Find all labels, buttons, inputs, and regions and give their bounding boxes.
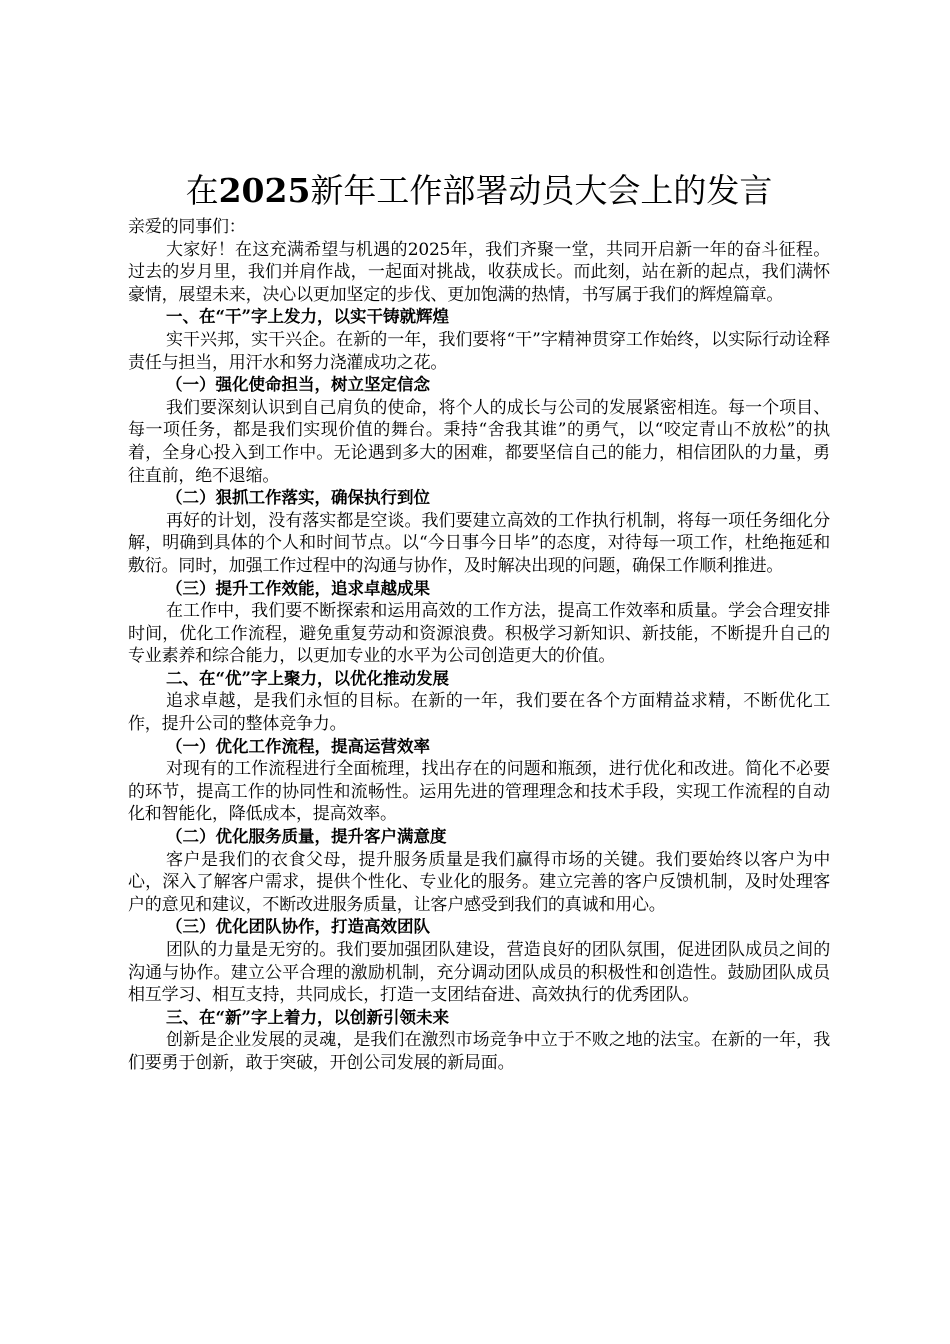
title-year: 2025 xyxy=(218,171,311,210)
section-1-sub-2-heading: （二）狠抓工作落实，确保执行到位 xyxy=(166,488,430,508)
section-2-sub-2-text: 客户是我们的衣食父母，提升服务质量是我们赢得市场的关键。我们要始终以客户为中心，深入了解客户需求，提供个性化、专业化的服务。建立完善的客户反馈机制，及时处理客户的意见和建议，不断改进服务质量，让客户感受到我们的真诚和用心。 xyxy=(128,849,830,915)
section-2-sub-1-heading: （一）优化工作流程，提高运营效率 xyxy=(166,736,430,756)
section-3-heading: 三、在“新”字上着力，以创新引领未来 xyxy=(166,1007,449,1027)
section-1-sub-3-text: 在工作中，我们要不断探索和运用高效的工作方法，提高工作效率和质量。学会合理安排时间，优化工作流程，避免重复劳动和资源浪费。积极学习新知识、新技能，不断提升自己的专业素养和综合能力，以更加专业的水平为公司创造更大的价值。 xyxy=(128,601,830,667)
section-1-heading: 一、在“干”字上发力，以实干铸就辉煌 xyxy=(166,307,449,327)
title-prefix: 在 xyxy=(185,171,219,210)
section-2-sub-3-heading: （三）优化团队协作，打造高效团队 xyxy=(166,917,430,937)
section-2-heading: 二、在“优”字上聚力，以优化推动发展 xyxy=(166,668,449,688)
section-2-sub-1-text: 对现有的工作流程进行全面梳理，找出存在的问题和瓶颈，进行优化和改进。简化不必要的环节，提高工作的协同性和流畅性。运用先进的管理理念和技术手段，实现工作流程的自动化和智能化，降低成本，提高效率。 xyxy=(128,759,830,825)
document-title xyxy=(128,168,830,214)
section-3-text: 创新是企业发展的灵魂，是我们在激烈市场竞争中立于不败之地的法宝。在新的一年，我们要勇于创新，敢于突破，开创公司发展的新局面。 xyxy=(128,1030,830,1073)
section-1-sub-2-text: 再好的计划，没有落实都是空谈。我们要建立高效的工作执行机制，将每一项任务细化分解，明确到具体的个人和时间节点。以“今日事今日毕”的态度，对待每一项工作，杜绝拖延和敷衍。同时，加强工作过程中的沟通与协作，及时解决出现的问题，确保工作顺利推进。 xyxy=(128,510,830,576)
section-1-sub-1-heading: （一）强化使命担当，树立坚定信念 xyxy=(166,375,430,395)
section-1-sub-1-text: 我们要深刻认识到自己肩负的使命，将个人的成长与公司的发展紧密相连。每一个项目、每一项任务，都是我们实现价值的舞台。秉持“舍我其谁”的勇气，以“咬定青山不放松”的执着，全身心投入到工作中。无论遇到多大的困难，都要坚信自己的能力，相信团队的力量，勇往直前，绝不退缩。 xyxy=(128,397,830,486)
salutation: 亲爱的同事们： xyxy=(128,217,246,237)
intro-paragraph: 大家好！在这充满希望与机遇的2025年，我们齐聚一堂，共同开启新一年的奋斗征程。过去的岁月里，我们并肩作战，一起面对挑战，收获成长。而此刻，站在新的起点，我们满怀豪情，展望未来，决心以更加坚定的步伐、更加饱满的热情，书写属于我们的辉煌篇章。 xyxy=(128,239,830,305)
section-2-sub-3-text: 团队的力量是无穷的。我们要加强团队建设，营造良好的团队氛围，促进团队成员之间的沟通与协作。建立公平合理的激励机制，充分调动团队成员的积极性和创造性。鼓励团队成员相互学习、相互支持，共同成长，打造一支团结奋进、高效执行的优秀团队。 xyxy=(128,940,830,1006)
document-page xyxy=(128,168,830,1075)
section-2-sub-2-heading: （二）优化服务质量，提升客户满意度 xyxy=(166,827,447,847)
section-1-text: 实干兴邦，实干兴企。在新的一年，我们要将“干”字精神贯穿工作始终，以实际行动诠释责任与担当，用汗水和努力浇灌成功之花。 xyxy=(128,329,830,373)
title-suffix: 新年工作部署动员大会上的发言 xyxy=(310,171,773,210)
section-1-sub-3-heading: （三）提升工作效能，追求卓越成果 xyxy=(166,578,430,598)
section-2-text: 追求卓越，是我们永恒的目标。在新的一年，我们要在各个方面精益求精，不断优化工作，提升公司的整体竞争力。 xyxy=(128,691,830,735)
